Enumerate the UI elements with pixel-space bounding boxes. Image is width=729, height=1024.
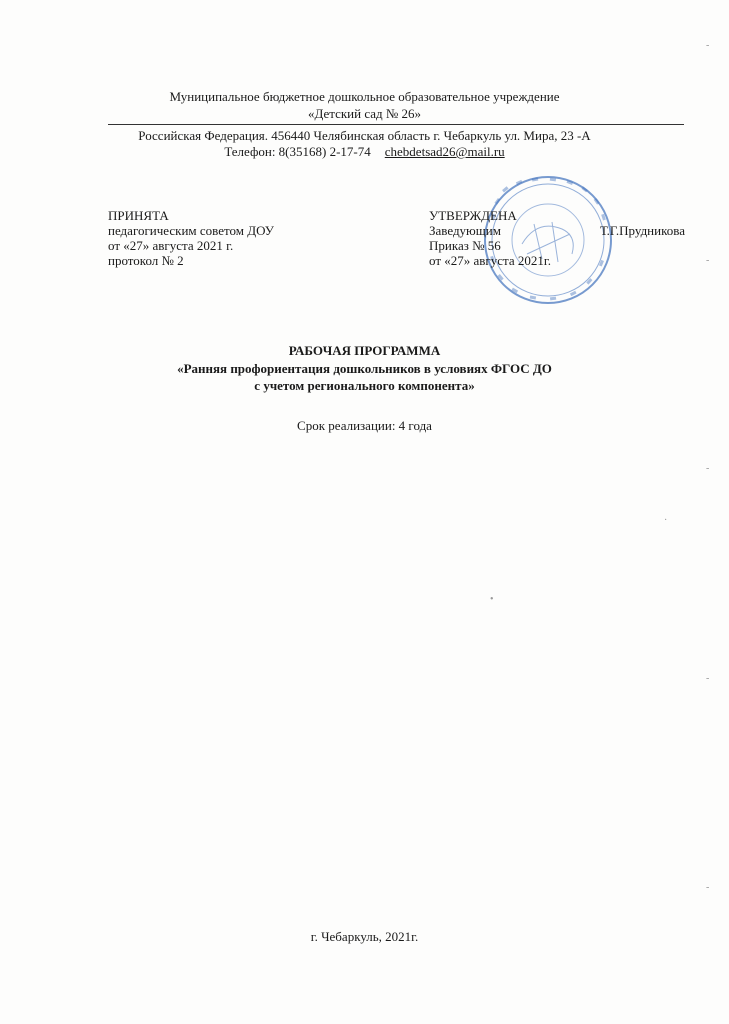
scan-mark: · <box>664 515 668 526</box>
org-phone: Телефон: 8(35168) 2-17-74 <box>224 144 371 159</box>
approved-title: УТВЕРЖДЕНА <box>429 208 517 223</box>
contact-line <box>0 144 729 160</box>
approved-block <box>429 208 685 268</box>
scan-mark: - <box>706 882 710 893</box>
accepted-date: от «27» августа 2021 г. <box>108 238 234 253</box>
scan-mark: - <box>706 673 710 684</box>
accepted-title: ПРИНЯТА <box>108 208 169 223</box>
org-address: Российская Федерация. 456440 Челябинская область г. Чебаркуль ул. Мира, 23 -А <box>138 128 591 143</box>
city-year: г. Чебаркуль, 2021г. <box>310 929 419 944</box>
header-divider <box>108 124 684 125</box>
program-subtitle-line2: с учетом регионального компонента» <box>254 378 475 393</box>
accepted-protocol: протокол № 2 <box>108 253 184 268</box>
approved-date: от «27» августа 2021г. <box>429 253 551 268</box>
scan-mark: - <box>706 463 710 474</box>
program-term: Срок реализации: 4 года <box>297 418 432 433</box>
org-short-name: «Детский сад № 26» <box>307 106 422 121</box>
approved-order: Приказ № 56 <box>429 238 501 253</box>
scan-mark: - <box>706 255 710 266</box>
accepted-council: педагогическим советом ДОУ <box>108 223 274 238</box>
org-email-link[interactable]: chebdetsad26@mail.ru <box>384 144 505 159</box>
approved-signatory: Т.Г.Прудникова <box>599 223 685 238</box>
program-subtitle-line1: «Ранняя профориентация дошкольников в условиях ФГОС ДО <box>177 361 552 376</box>
approved-position: Заведующим <box>429 223 501 238</box>
accepted-block <box>108 208 274 268</box>
scan-mark: - <box>706 40 710 51</box>
org-name-line: Муниципальное бюджетное дошкольное образовательное учреждение <box>169 89 560 104</box>
scan-mark: • <box>490 594 494 605</box>
approved-head-line <box>429 223 685 238</box>
program-title: РАБОЧАЯ ПРОГРАММА <box>288 343 441 358</box>
